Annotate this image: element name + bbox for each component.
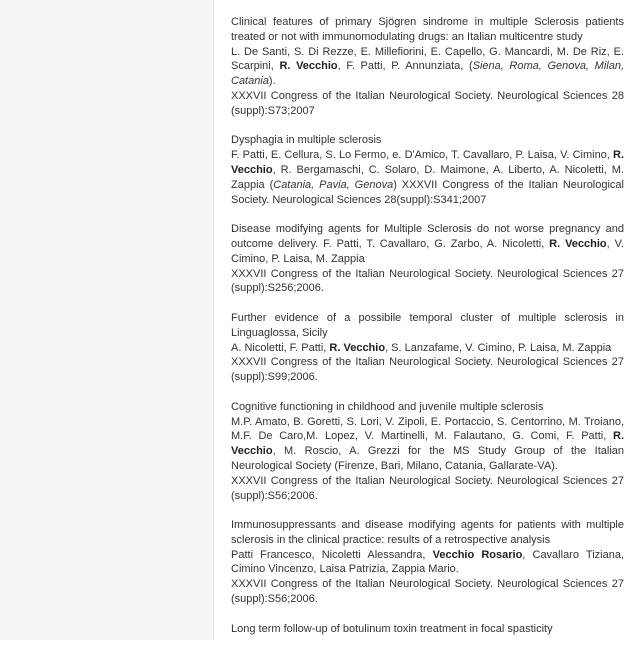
publication-entry bbox=[231, 15, 624, 119]
text-segment: F. Patti, E. Cellura, S. Lo Fermo, e. D'Amico, T. Cavallaro, P. Laisa, V. Cimino, bbox=[231, 149, 613, 162]
publication-detail bbox=[231, 148, 624, 207]
publication-detail bbox=[231, 89, 624, 119]
publication-entry bbox=[231, 222, 624, 296]
publication-title bbox=[231, 15, 624, 45]
text-segment: Cognitive functioning in childhood and juvenile multiple sclerosis bbox=[231, 400, 544, 413]
highlighted-author: R. Vecchio bbox=[329, 341, 386, 354]
highlighted-author: R. Vecchio bbox=[231, 149, 624, 176]
publication-entry bbox=[231, 400, 624, 504]
publication-detail bbox=[231, 577, 624, 607]
text-segment: , S. Lanzafame, V. Cimino, P. Laisa, M. Zappia bbox=[385, 341, 612, 354]
publication-detail bbox=[231, 355, 624, 385]
text-segment: M.P. Amato, B. Goretti, S. Lori, V. Zipoli, E. Portaccio, S. Centorrino, M. Troiano, M.F. De Caro,M. Lopez, V. Martinelli, M. Falautano, G. Comi, F. Patti, bbox=[231, 415, 624, 443]
text-segment: ). bbox=[268, 75, 276, 88]
highlighted-author: R. Vecchio bbox=[279, 60, 338, 73]
publication-detail bbox=[231, 341, 624, 356]
text-segment: , R. Bergamaschi, C. Solaro, D. Maimone, A. Liberto, A. Nicoletti, M. Zappia ( bbox=[231, 163, 624, 191]
publication-detail bbox=[231, 474, 624, 504]
highlighted-author: R. Vecchio bbox=[549, 237, 607, 250]
locations: Catania, Pavia, Genova bbox=[273, 178, 394, 191]
text-segment: XXXVII Congress of the Italian Neurological Society. Neurological Sciences 28 (suppl):S73;2007 bbox=[231, 89, 624, 117]
text-segment: XXXVII Congress of the Italian Neurological Society. Neurological Sciences 27 (suppl):S56;2006. bbox=[231, 474, 624, 502]
text-segment: Long term follow-up of botulinum toxin treatment in focal spasticity bbox=[231, 622, 553, 635]
text-segment: A. Nicoletti, F. Patti, bbox=[231, 341, 330, 354]
publication-title bbox=[231, 622, 624, 637]
text-segment: , Cavallaro Tiziana, Cimino Vincenzo, Laisa Patrizia, Zappia Mario. bbox=[231, 548, 625, 576]
publication-detail bbox=[231, 415, 624, 474]
publication-title bbox=[231, 133, 624, 148]
text-segment: XXXVII Congress of the Italian Neurological Society. Neurological Sciences 27 (suppl):S99;2006. bbox=[231, 356, 624, 384]
highlighted-author: Vecchio Rosario bbox=[432, 548, 523, 561]
text-segment: , V. Cimino, P. Laisa, M. Zappia bbox=[231, 237, 624, 265]
publication-title bbox=[231, 400, 624, 415]
text-segment: L. De Santi, S. Di Rezze, E. Millefiorini, E. Capello, G. Mancardi, M. De Riz, E. Scarpini, bbox=[231, 45, 624, 73]
publication-title bbox=[231, 311, 624, 341]
text-segment: , F. Patti, P. Annunziata, ( bbox=[337, 60, 473, 73]
publication-detail bbox=[231, 45, 624, 89]
publication-entry bbox=[231, 518, 624, 607]
text-segment: XXXVII Congress of the Italian Neurological Society. Neurological Sciences 27 (suppl):S256;2006. bbox=[231, 267, 624, 295]
publication-detail bbox=[231, 267, 624, 297]
text-segment: XXXVII Congress of the Italian Neurological Society. Neurological Sciences 27 (suppl):S56;2006. bbox=[231, 578, 624, 606]
publication-detail bbox=[231, 548, 624, 578]
publication-entry bbox=[231, 133, 624, 207]
highlighted-author: R. Vecchio bbox=[231, 430, 624, 458]
text-segment: Dysphagia in multiple sclerosis bbox=[231, 134, 382, 147]
publication-entry bbox=[231, 622, 624, 637]
text-segment: Clinical features of primary Sjögren sindrome in multiple Sclerosis patients treated or not with immunomodulating drugs: an Italian multicentre study bbox=[231, 16, 624, 43]
publication-title bbox=[231, 518, 624, 548]
text-segment: Patti Francesco, Nicoletti Alessandra, bbox=[231, 548, 433, 561]
publication-entry bbox=[231, 311, 624, 385]
text-segment: Immunosuppressants and disease modifying agents for patients with multiple sclerosis in the clinical practice: results of a retrospective analysis bbox=[231, 519, 624, 546]
publication-list bbox=[231, 15, 624, 651]
text-segment: , M. Roscio, A. Grezzi for the MS Study Group of the Italian Neurological Society (Firenze, Bari, Milano, Catania, Gallarate-VA). bbox=[231, 445, 624, 472]
text-segment: ) XXXVII Congress of the Italian Neurological Society. Neurological Sciences 28(suppl):S341;2007 bbox=[231, 178, 624, 206]
text-segment: Further evidence of a possibile temporal cluster of multiple sclerosis in Linguaglossa, Sicily bbox=[231, 311, 624, 339]
publication-title bbox=[231, 222, 624, 266]
left-sidebar bbox=[0, 0, 214, 640]
text-segment: Disease modifying agents for Multiple Sclerosis do not worse pregnancy and outcome delivery. F. Patti, T. Cavallaro, G. Zarbo, A. Nicoletti, bbox=[231, 223, 624, 250]
locations: Siena, Roma, Genova, Milan, Catania bbox=[231, 60, 625, 88]
